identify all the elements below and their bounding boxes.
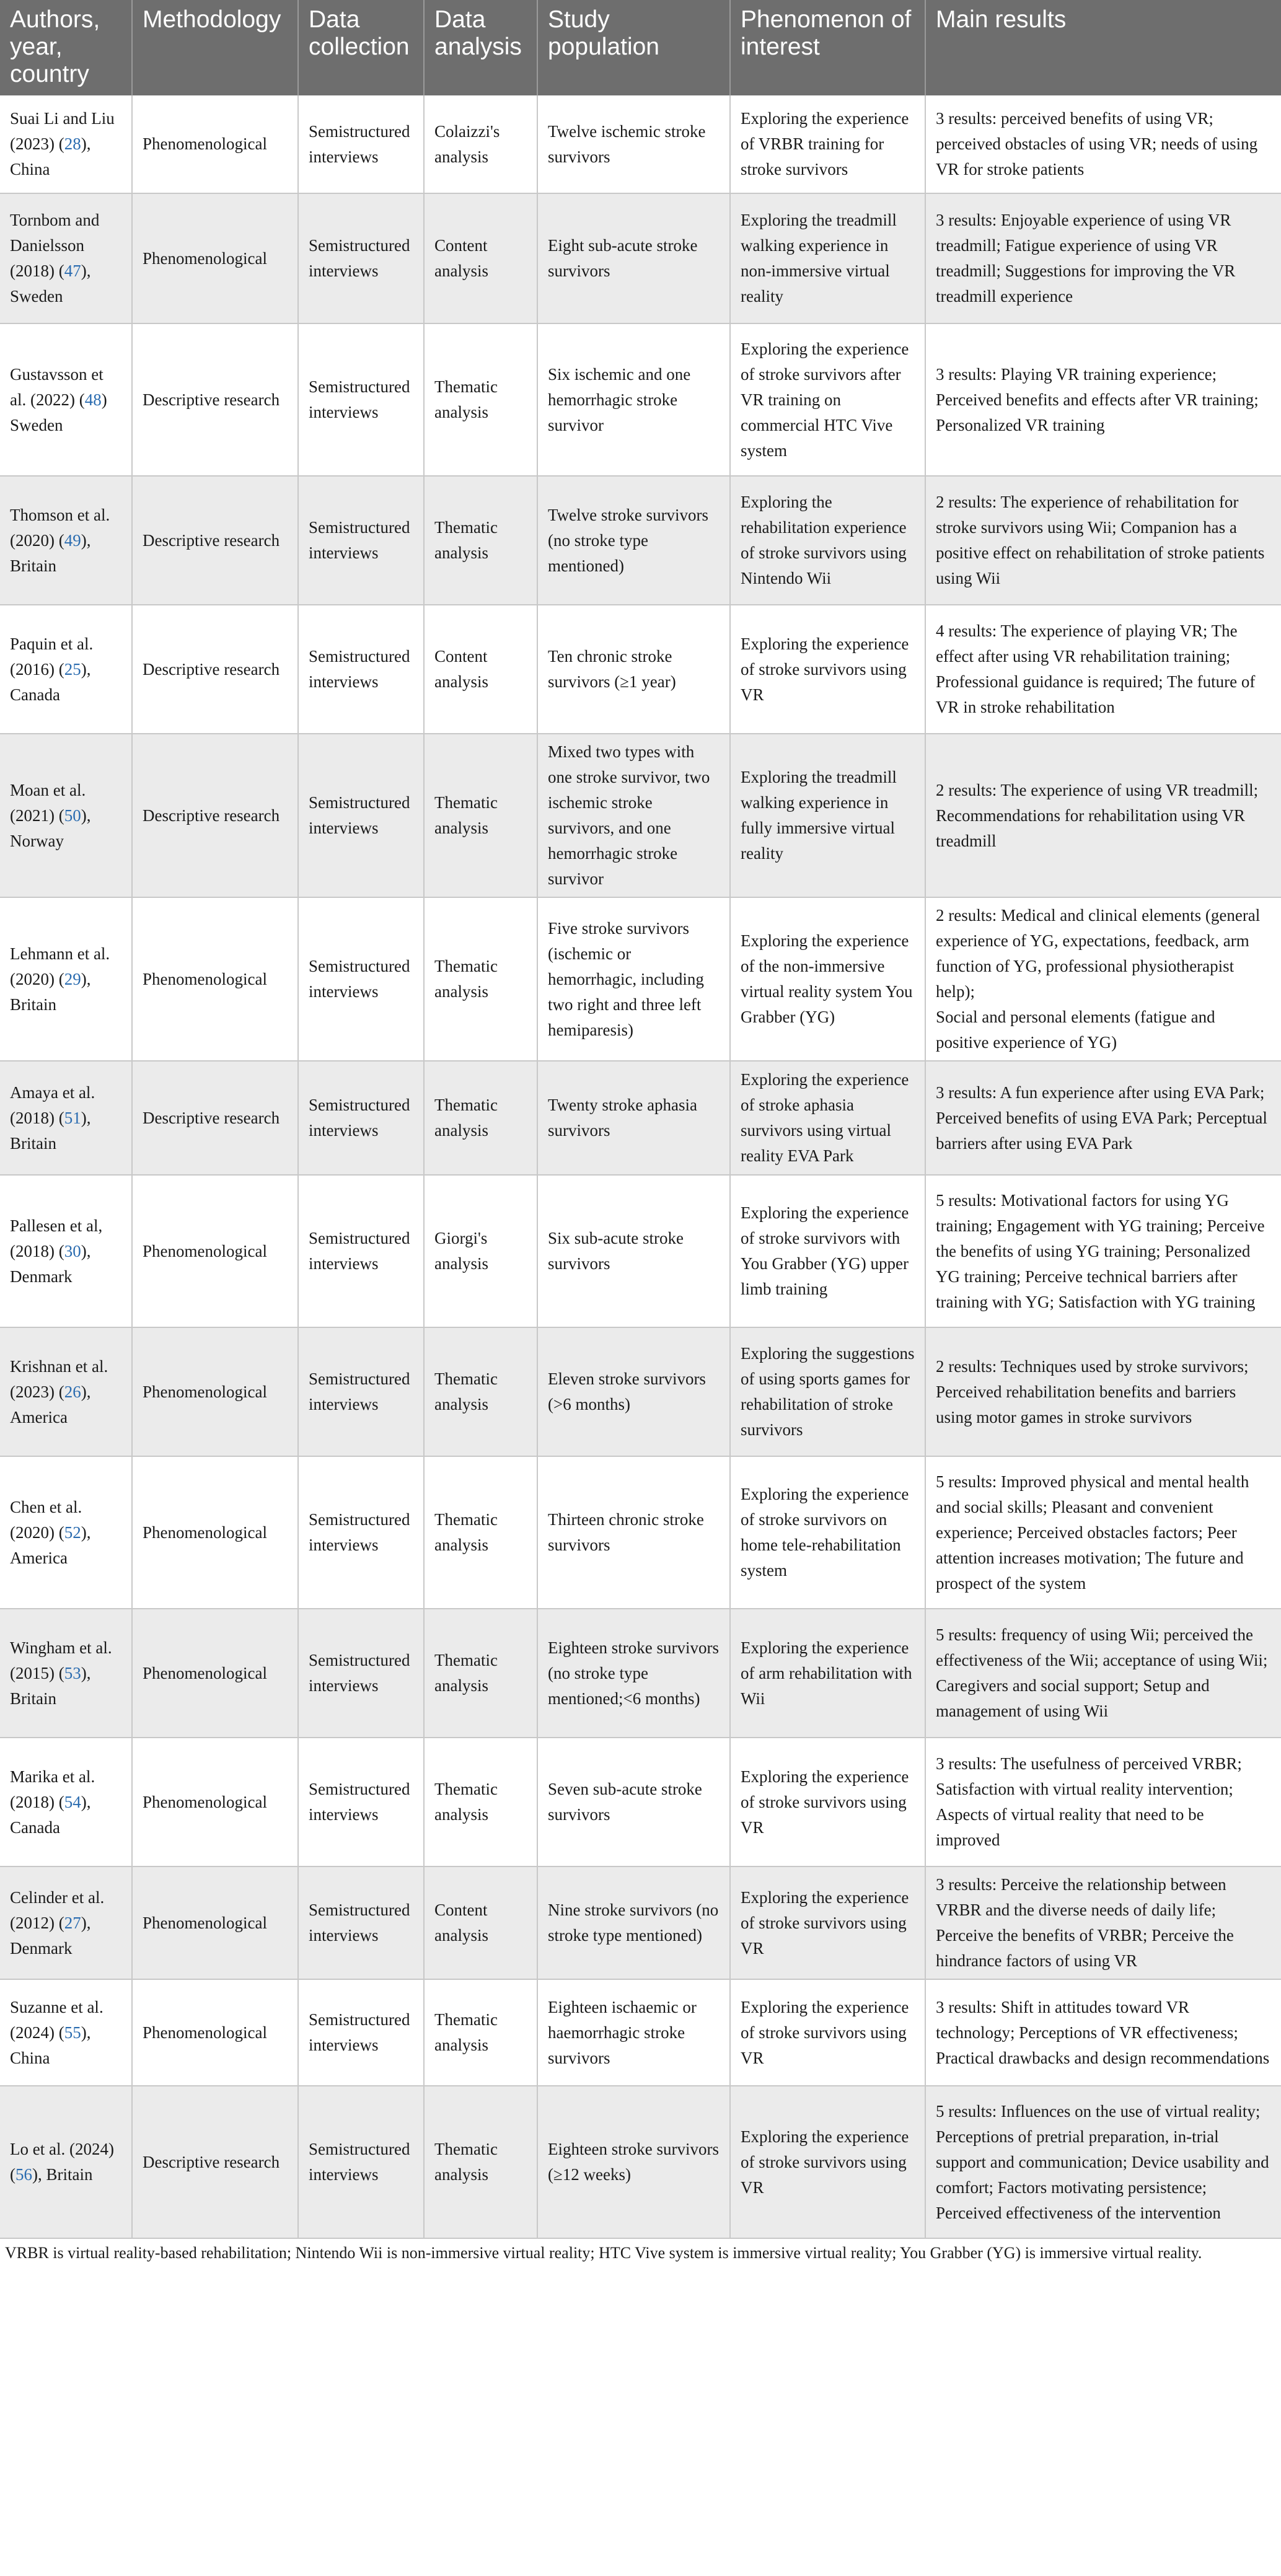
cell-phenomenon: Exploring the experience of arm rehabilitation with Wii [730, 1609, 925, 1738]
header-authors: Authors, year, country [0, 0, 132, 95]
cell-data-analysis: Thematic analysis [424, 897, 537, 1061]
cell-study-population: Eighteen ischaemic or haemorrhagic stroke survivors [537, 1979, 730, 2086]
cell-study-population: Twelve ischemic stroke survivors [537, 95, 730, 193]
cell-main-results: 3 results: Perceive the relationship between VRBR and the diverse needs of daily life; Perceive the benefits of VRBR; Perceive the hindrance factors of using VR [925, 1866, 1281, 1979]
cell-study-population: Seven sub-acute stroke survivors [537, 1738, 730, 1866]
cell-data-analysis: Content analysis [424, 193, 537, 323]
authors-text: Moan et al. (2021) ( [10, 780, 86, 825]
authors-text: Marika et al. (2018) ( [10, 1767, 95, 1811]
cell-methodology: Phenomenological [132, 95, 298, 193]
reference-link[interactable]: 29 [64, 969, 81, 988]
cell-main-results: 3 results: The usefulness of perceived VRBR; Satisfaction with virtual reality intervention; Aspects of virtual reality that need to be improved [925, 1738, 1281, 1866]
cell-phenomenon: Exploring the experience of stroke survivors after VR training on commercial HTC Vive system [730, 323, 925, 476]
cell-phenomenon: Exploring the experience of stroke survivors using VR [730, 1866, 925, 1979]
authors-text: Suai Li and Liu (2023) ( [10, 109, 115, 153]
cell-authors [0, 1866, 132, 1979]
cell-data-analysis: Thematic analysis [424, 734, 537, 897]
authors-text: Chen et al. (2020) ( [10, 1497, 82, 1542]
cell-data-collection: Semistructured interviews [298, 193, 424, 323]
cell-main-results: 5 results: frequency of using Wii; perceived the effectiveness of the Wii; acceptance of using Wii; Caregivers and social support; Setup and management of using Wii [925, 1609, 1281, 1738]
reference-link[interactable]: 56 [15, 2165, 32, 2184]
authors-text: Pallesen et al, (2018) ( [10, 1216, 103, 1260]
table-row [0, 2086, 1281, 2238]
cell-methodology: Descriptive research [132, 605, 298, 734]
cell-data-collection: Semistructured interviews [298, 897, 424, 1061]
authors-country: ), Norway [10, 806, 91, 850]
cell-authors [0, 1175, 132, 1327]
authors-text: Suzanne et al. (2024) ( [10, 1997, 103, 2042]
cell-main-results: 2 results: The experience of rehabilitation for stroke survivors using Wii; Companion has a positive effect on rehabilitation of stroke patients using Wii [925, 476, 1281, 605]
cell-phenomenon: Exploring the experience of stroke survivors using VR [730, 1738, 925, 1866]
cell-phenomenon: Exploring the treadmill walking experience in non-immersive virtual reality [730, 193, 925, 323]
cell-phenomenon: Exploring the experience of stroke survivors with You Grabber (YG) upper limb training [730, 1175, 925, 1327]
cell-authors [0, 1609, 132, 1738]
cell-methodology: Phenomenological [132, 1456, 298, 1609]
header-main-results: Main results [925, 0, 1281, 95]
table-row [0, 1456, 1281, 1609]
authors-country: ), Canada [10, 659, 91, 704]
cell-data-collection: Semistructured interviews [298, 95, 424, 193]
cell-data-analysis: Thematic analysis [424, 476, 537, 605]
cell-study-population: Six sub-acute stroke survivors [537, 1175, 730, 1327]
cell-data-analysis: Thematic analysis [424, 1327, 537, 1456]
cell-phenomenon: Exploring the rehabilitation experience of stroke survivors using Nintendo Wii [730, 476, 925, 605]
cell-study-population: Eighteen stroke survivors (≥12 weeks) [537, 2086, 730, 2238]
cell-study-population: Twenty stroke aphasia survivors [537, 1061, 730, 1175]
cell-study-population: Eighteen stroke survivors (no stroke type mentioned;<6 months) [537, 1609, 730, 1738]
cell-data-collection: Semistructured interviews [298, 1061, 424, 1175]
cell-methodology: Phenomenological [132, 897, 298, 1061]
reference-link[interactable]: 51 [64, 1108, 81, 1127]
cell-data-collection: Semistructured interviews [298, 1175, 424, 1327]
table-row [0, 1609, 1281, 1738]
cell-study-population: Eleven stroke survivors (>6 months) [537, 1327, 730, 1456]
reference-link[interactable]: 49 [64, 530, 81, 550]
cell-authors [0, 1061, 132, 1175]
table-row [0, 1979, 1281, 2086]
authors-country: ), America [10, 1523, 91, 1567]
authors-country: ), Britain [10, 530, 91, 575]
authors-country: ) Sweden [10, 390, 107, 434]
header-methodology: Methodology [132, 0, 298, 95]
cell-data-collection: Semistructured interviews [298, 1738, 424, 1866]
authors-text: Gustavsson et al. (2022) ( [10, 364, 103, 409]
cell-study-population: Eight sub-acute stroke survivors [537, 193, 730, 323]
table-row [0, 897, 1281, 1061]
cell-methodology: Phenomenological [132, 1327, 298, 1456]
authors-text: Paquin et al. (2016) ( [10, 634, 94, 679]
cell-data-analysis: Thematic analysis [424, 2086, 537, 2238]
reference-link[interactable]: 54 [64, 1792, 81, 1811]
table-row [0, 1327, 1281, 1456]
cell-authors [0, 1327, 132, 1456]
table-row [0, 323, 1281, 476]
authors-country: ), China [10, 2023, 91, 2067]
cell-data-analysis: Giorgi's analysis [424, 1175, 537, 1327]
reference-link[interactable]: 55 [64, 2023, 81, 2042]
cell-phenomenon: Exploring the experience of stroke aphasia survivors using virtual reality EVA Park [730, 1061, 925, 1175]
authors-text: Tornbom and Danielsson (2018) ( [10, 211, 100, 280]
cell-study-population: Six ischemic and one hemorrhagic stroke survivor [537, 323, 730, 476]
cell-methodology: Phenomenological [132, 1738, 298, 1866]
cell-main-results: 4 results: The experience of playing VR; The effect after using VR rehabilitation training; Professional guidance is required; The future of VR in stroke rehabilitation [925, 605, 1281, 734]
cell-methodology: Descriptive research [132, 2086, 298, 2238]
cell-authors [0, 897, 132, 1061]
cell-authors [0, 323, 132, 476]
cell-phenomenon: Exploring the experience of the non-immersive virtual reality system You Grabber (YG) [730, 897, 925, 1061]
authors-country: ), America [10, 1382, 91, 1426]
cell-authors [0, 476, 132, 605]
table-row [0, 1866, 1281, 1979]
table-row [0, 95, 1281, 193]
table-row [0, 734, 1281, 897]
table-row [0, 605, 1281, 734]
cell-data-collection: Semistructured interviews [298, 476, 424, 605]
cell-data-collection: Semistructured interviews [298, 1327, 424, 1456]
cell-study-population: Thirteen chronic stroke survivors [537, 1456, 730, 1609]
cell-data-analysis: Thematic analysis [424, 323, 537, 476]
cell-methodology: Phenomenological [132, 193, 298, 323]
cell-data-analysis: Content analysis [424, 1866, 537, 1979]
cell-authors [0, 734, 132, 897]
cell-main-results: 3 results: perceived benefits of using VR; perceived obstacles of using VR; needs of using VR for stroke patients [925, 95, 1281, 193]
cell-study-population: Nine stroke survivors (no stroke type mentioned) [537, 1866, 730, 1979]
cell-authors [0, 95, 132, 193]
cell-phenomenon: Exploring the experience of stroke survivors using VR [730, 605, 925, 734]
cell-main-results: 5 results: Improved physical and mental health and social skills; Pleasant and convenient experience; Perceived obstacles factors; Peer attention increases motivation; The future and prospect of the system [925, 1456, 1281, 1609]
authors-country: ), Britain [10, 969, 91, 1014]
authors-text: Lehmann et al. (2020) ( [10, 944, 110, 988]
cell-study-population: Five stroke survivors (ischemic or hemorrhagic, including two right and three left hemiparesis) [537, 897, 730, 1061]
cell-authors [0, 1456, 132, 1609]
cell-phenomenon: Exploring the experience of stroke survivors using VR [730, 2086, 925, 2238]
reference-link[interactable]: 48 [84, 390, 102, 409]
cell-phenomenon: Exploring the experience of stroke survivors using VR [730, 1979, 925, 2086]
table-row [0, 193, 1281, 323]
cell-study-population: Ten chronic stroke survivors (≥1 year) [537, 605, 730, 734]
cell-main-results: 3 results: Shift in attitudes toward VR technology; Perceptions of VR effectiveness; Practical drawbacks and design recommendations [925, 1979, 1281, 2086]
cell-data-collection: Semistructured interviews [298, 605, 424, 734]
cell-data-collection: Semistructured interviews [298, 323, 424, 476]
table-row [0, 1061, 1281, 1175]
cell-methodology: Phenomenological [132, 1866, 298, 1979]
cell-data-analysis: Thematic analysis [424, 1609, 537, 1738]
reference-link[interactable]: 27 [64, 1913, 81, 1932]
authors-text: Wingham et al. (2015) ( [10, 1638, 112, 1682]
cell-phenomenon: Exploring the suggestions of using sports games for rehabilitation of stroke survivors [730, 1327, 925, 1456]
cell-data-analysis: Content analysis [424, 605, 537, 734]
cell-main-results: 2 results: Techniques used by stroke survivors; Perceived rehabilitation benefits and barriers using motor games in stroke survivors [925, 1327, 1281, 1456]
cell-data-analysis: Colaizzi's analysis [424, 95, 537, 193]
cell-data-analysis: Thematic analysis [424, 1738, 537, 1866]
reference-link[interactable]: 25 [64, 659, 81, 679]
authors-country: ), Sweden [10, 262, 91, 306]
cell-data-analysis: Thematic analysis [424, 1456, 537, 1609]
cell-main-results: 3 results: Playing VR training experience; Perceived benefits and effects after VR training; Personalized VR training [925, 323, 1281, 476]
header-data-collection: Data collection [298, 0, 424, 95]
cell-phenomenon: Exploring the experience of VRBR training for stroke survivors [730, 95, 925, 193]
authors-text: Thomson et al. (2020) ( [10, 505, 110, 550]
authors-country: ), Canada [10, 1792, 91, 1837]
cell-data-collection: Semistructured interviews [298, 2086, 424, 2238]
cell-data-collection: Semistructured interviews [298, 1609, 424, 1738]
cell-authors [0, 1979, 132, 2086]
cell-study-population: Twelve stroke survivors (no stroke type mentioned) [537, 476, 730, 605]
reference-link[interactable]: 28 [64, 134, 81, 153]
authors-text: Celinder et al. (2012) ( [10, 1888, 105, 1932]
header-data-analysis: Data analysis [424, 0, 537, 95]
cell-main-results: 5 results: Influences on the use of virtual reality; Perceptions of pretrial preparation, in-trial support and communication; Device usability and comfort; Factors motivating persistence; Perceived effectiveness of the intervention [925, 2086, 1281, 2238]
cell-study-population: Mixed two types with one stroke survivor, two ischemic stroke survivors, and one hemorrhagic stroke survivor [537, 734, 730, 897]
table-header-row [0, 0, 1281, 95]
header-study-population: Study population [537, 0, 730, 95]
reference-link[interactable]: 52 [64, 1523, 81, 1542]
cell-authors [0, 1738, 132, 1866]
cell-data-collection: Semistructured interviews [298, 1866, 424, 1979]
table-footnote: VRBR is virtual reality-based rehabilitation; Nintendo Wii is non-immersive virtual reality; HTC Vive system is immersive virtual reality; You Grabber (YG) is immersive virtual reality. [5, 2244, 1202, 2262]
reference-link[interactable]: 26 [64, 1382, 81, 1401]
authors-text: Amaya et al. (2018) ( [10, 1083, 95, 1127]
cell-methodology: Phenomenological [132, 1979, 298, 2086]
cell-authors [0, 193, 132, 323]
authors-country: ), Denmark [10, 1913, 91, 1958]
cell-main-results: 3 results: Enjoyable experience of using VR treadmill; Fatigue experience of using VR treadmill; Suggestions for improving the VR treadmill experience [925, 193, 1281, 323]
table-row [0, 1738, 1281, 1866]
cell-methodology: Descriptive research [132, 476, 298, 605]
cell-data-analysis: Thematic analysis [424, 1979, 537, 2086]
cell-methodology: Phenomenological [132, 1175, 298, 1327]
authors-country: ), China [10, 134, 91, 178]
cell-methodology: Descriptive research [132, 734, 298, 897]
cell-authors [0, 605, 132, 734]
cell-data-collection: Semistructured interviews [298, 1456, 424, 1609]
authors-country: ), Britain [10, 1663, 91, 1708]
cell-data-analysis: Thematic analysis [424, 1061, 537, 1175]
cell-phenomenon: Exploring the experience of stroke survivors on home tele-rehabilitation system [730, 1456, 925, 1609]
authors-text: Krishnan et al. (2023) ( [10, 1356, 108, 1401]
reference-link[interactable]: 47 [64, 262, 81, 280]
reference-link[interactable]: 50 [64, 806, 81, 825]
cell-methodology: Phenomenological [132, 1609, 298, 1738]
cell-main-results: 2 results: Medical and clinical elements (general experience of YG, expectations, feedback, arm function of YG, professional physiotherapist help); Social and personal elements (fatigue and positive experience of YG) [925, 897, 1281, 1061]
cell-methodology: Descriptive research [132, 1061, 298, 1175]
authors-country: ), Britain [10, 1108, 91, 1153]
table-body [0, 95, 1281, 2238]
table-row [0, 476, 1281, 605]
cell-data-collection: Semistructured interviews [298, 734, 424, 897]
authors-country: ), Britain [32, 2165, 93, 2184]
cell-phenomenon: Exploring the treadmill walking experience in fully immersive virtual reality [730, 734, 925, 897]
cell-authors [0, 2086, 132, 2238]
cell-methodology: Descriptive research [132, 323, 298, 476]
table-row [0, 1175, 1281, 1327]
cell-main-results: 2 results: The experience of using VR treadmill; Recommendations for rehabilitation using VR treadmill [925, 734, 1281, 897]
cell-main-results: 3 results: A fun experience after using EVA Park; Perceived benefits of using EVA Park; Perceptual barriers after using EVA Park [925, 1061, 1281, 1175]
authors-text: Lo et al. (2024) ( [10, 2140, 114, 2184]
cell-data-collection: Semistructured interviews [298, 1979, 424, 2086]
authors-country: ), Denmark [10, 1241, 91, 1286]
reference-link[interactable]: 30 [64, 1241, 81, 1260]
reference-link[interactable]: 53 [64, 1663, 81, 1682]
cell-main-results: 5 results: Motivational factors for using YG training; Engagement with YG training; Perceive the benefits of using YG training; Personalized YG training; Perceive technical barriers after training with YG; Satisfaction with YG training [925, 1175, 1281, 1327]
header-phenomenon: Phenomenon of interest [730, 0, 925, 95]
